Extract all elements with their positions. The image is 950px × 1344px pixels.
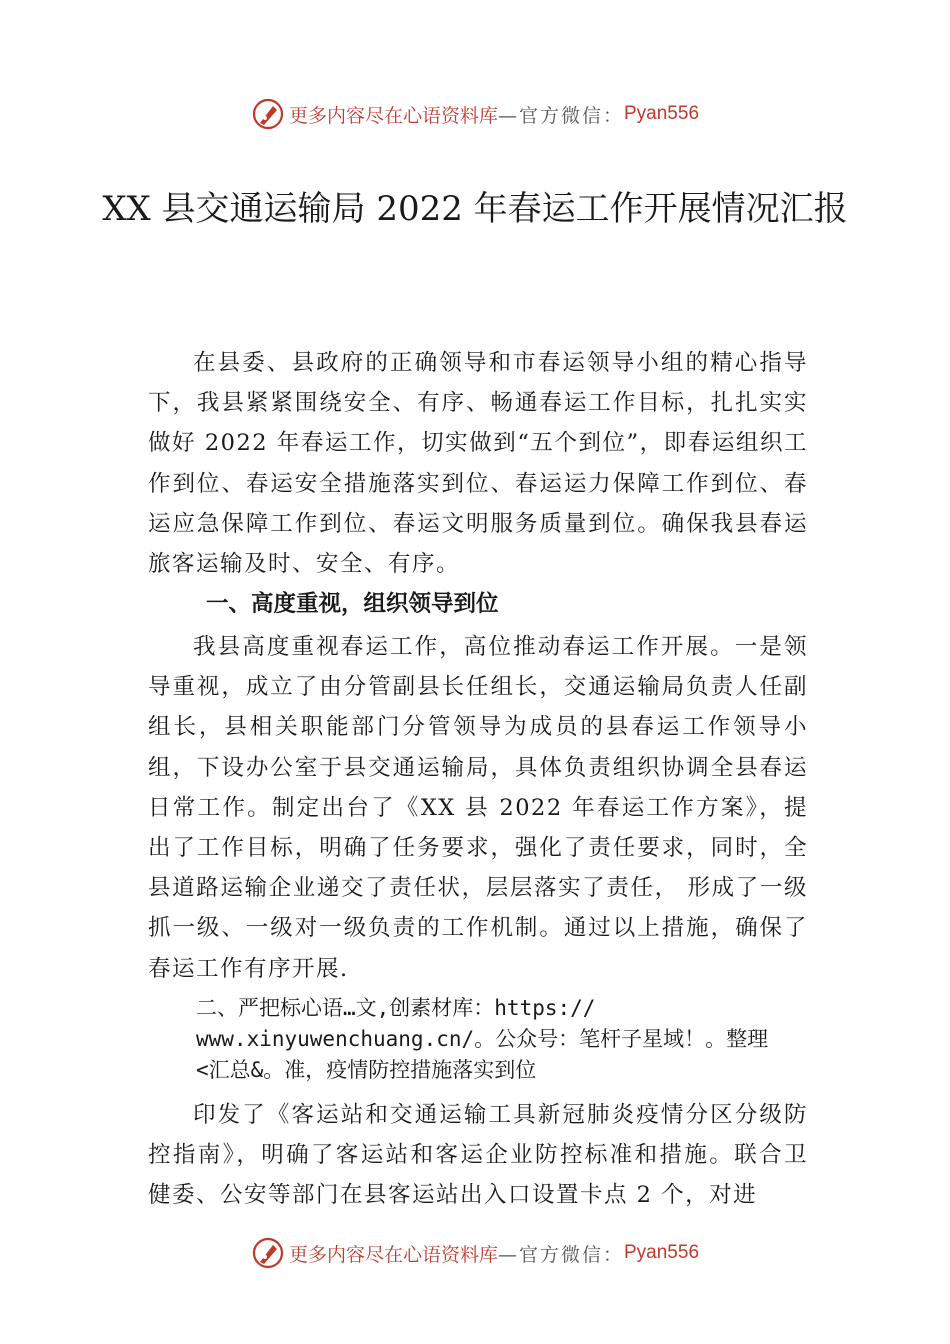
- watermark-sub-text: —官方微信：: [497, 1243, 624, 1266]
- section2-heading-block: [196, 993, 846, 1086]
- watermark-wechat-id: Pyan556: [624, 1242, 700, 1263]
- intro-paragraph: 在县委、县政府的正确领导和市春运领导小组的精心指导下，我县紧紧围绕安全、有序、畅通春运工作目标，扎扎实实做好 2022 年春运工作，切实做到“五个到位”，即春运组织工作到位、春运安全措施落实到位、春运运力保障工作到位、春运应急保障工作到位、春运文明服务质量到位。确保我县春运旅客运输及时、安全、有序。: [148, 350, 808, 578]
- watermark-sub-text: —官方微信：: [497, 104, 624, 127]
- section1-paragraph: 我县高度重视春运工作，高位推动春运工作开展。一是领导重视，成立了由分管副县长任组长，交通运输局负责人任副组长，县相关职能部门分管领导为成员的县春运工作领导小组，下设办公室于县交通运输局，具体负责组织协调全县春运日常工作。制定出台了《XX 县 2022 年春运工作方案》，提出了工作目标，明确了任务要求，强化了责任要求，同时，全县道路运输企业递交了责任状，层层落实了责任， 形成了一级抓一级、一级对一级负责的工作机制。通过以上措施，确保了春运工作有序开展.: [148, 634, 808, 982]
- section2-heading-line3: <汇总&。准，疫情防控措施落实到位: [196, 1058, 537, 1082]
- document-title: XX 县交通运输局 2022 年春运工作开展情况汇报: [102, 189, 848, 229]
- watermark-wechat-id: Pyan556: [624, 103, 700, 124]
- section2-paragraph: 印发了《客运站和交通运输工具新冠肺炎疫情分区分级防控指南》，明确了客运站和客运企业防控标准和措施。联合卫健委、公安等部门在县客运站出入口设置卡点 2 个，对进: [148, 1102, 808, 1209]
- section2-heading-line2: www.xinyuwenchuang.cn/。公众号：笔杆子星域！。整理: [196, 1027, 769, 1051]
- section1-heading: 一、高度重视，组织领导到位: [206, 591, 499, 617]
- watermark-main-text: 更多内容尽在心语资料库: [288, 104, 498, 127]
- watermark-banner-bottom: [0, 1233, 950, 1273]
- watermark-banner-top: [0, 94, 950, 134]
- section2-heading-line1: 二、严把标心语…文,创素材库：https://: [196, 996, 596, 1020]
- pen-nib-logo-icon: [251, 1236, 285, 1270]
- watermark-main-text: 更多内容尽在心语资料库: [288, 1243, 498, 1266]
- pen-nib-logo-icon: [251, 97, 285, 131]
